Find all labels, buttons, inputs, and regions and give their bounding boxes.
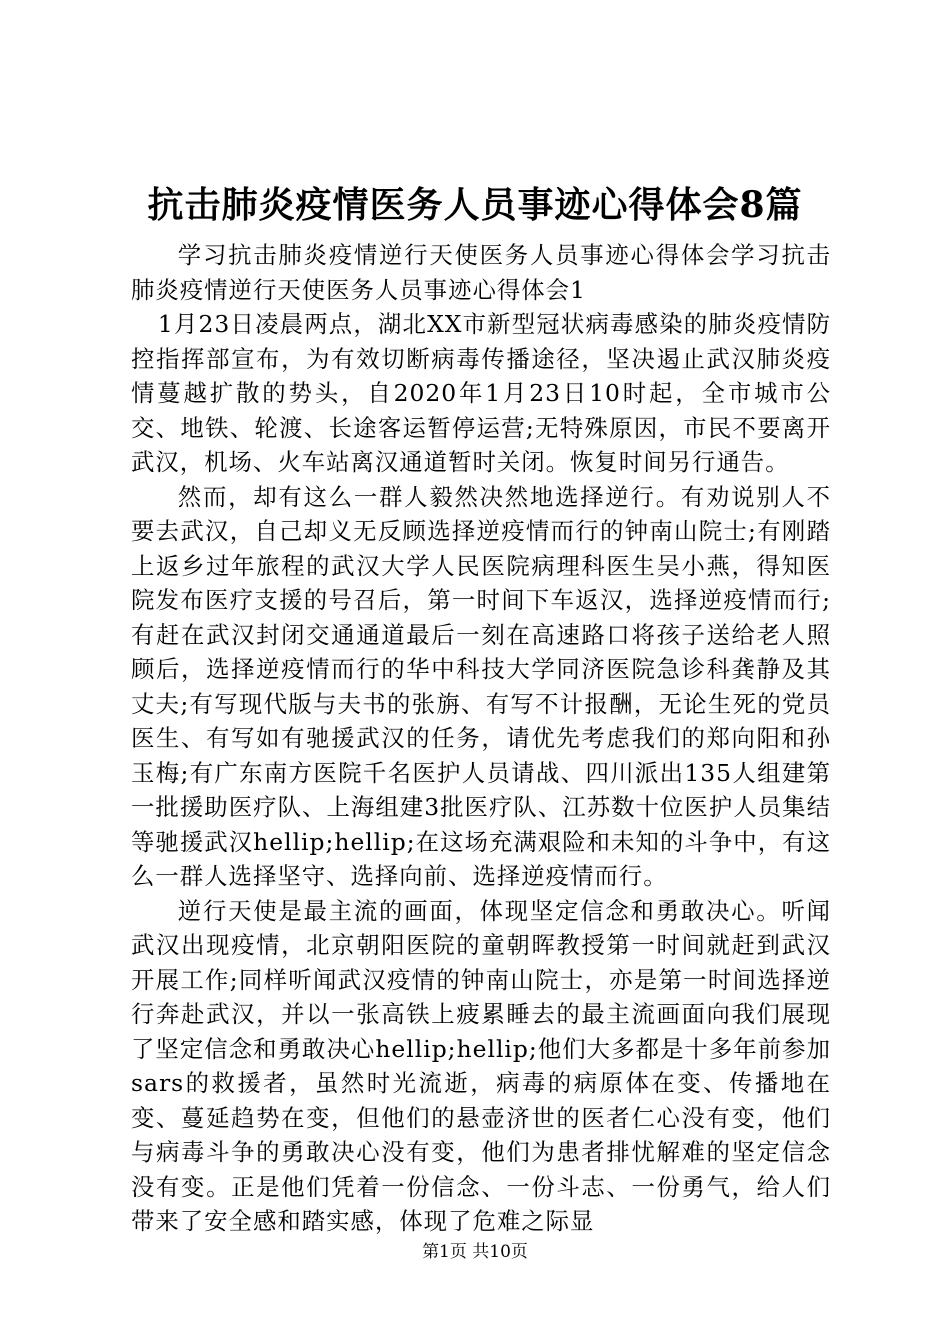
document-body — [131, 238, 831, 1239]
page-footer: 第1页 共10页 — [422, 1242, 528, 1262]
paragraph-angels: 逆行天使是最主流的画面，体现坚定信念和勇敢决心。听闻武汉出现疫情，北京朝阳医院的童朝晖教授第一时间就赶到武汉开展工作;同样听闻武汉疫情的钟南山院士，亦是第一时间选择逆行奔赴武汉，并以一张高铁上疲累睡去的最主流画面向我们展现了坚定信念和勇敢决心hellip;hellip;他们大多都是十多年前参加sars的救援者，虽然时光流逝，病毒的病原体在变、传播地在变、蔓延趋势在变，但他们的悬壶济世的医者仁心没有变，他们与病毒斗争的勇敢决心没有变，他们为患者排忧解难的坚定信念没有变。正是他们凭着一份信念、一份斗志、一份勇气，给人们带来了安全感和踏实感，体现了危难之际显 — [131, 896, 831, 1235]
document-title: 抗击肺炎疫情医务人员事迹心得体会8篇 — [147, 184, 803, 226]
paragraph-intro: 学习抗击肺炎疫情逆行天使医务人员事迹心得体会学习抗击肺炎疫情逆行天使医务人员事迹心得体会1 — [131, 241, 831, 304]
paragraph-background: 1月23日凌晨两点，湖北XX市新型冠状病毒感染的肺炎疫情防控指挥部宣布，为有效切断病毒传播途径，坚决遏止武汉肺炎疫情蔓越扩散的势头，自2020年1月23日10时起，全市城市公交、地铁、轮渡、长途客运暂停运营;无特殊原因，市民不要离开武汉，机场、火车站离汉通道暂时关闭。恢复时间另行通告。 — [131, 310, 831, 476]
paragraph-retrograde: 然而，却有这么一群人毅然决然地选择逆行。有劝说别人不要去武汉，自己却义无反顾选择逆疫情而行的钟南山院士;有刚踏上返乡过年旅程的武汉大学人民医院病理科医生吴小燕，得知医院发布医疗支援的号召后，第一时间下车返汉，选择逆疫情而行;有赶在武汉封闭交通通道最后一刻在高速路口将孩子送给老人照顾后，选择逆疫情而行的华中科技大学同济医院急诊科龚静及其丈夫;有写现代版与夫书的张旃、有写不计报酬，无论生死的党员医生、有写如有驰援武汉的任务，请优先考虑我们的郑向阳和孙玉梅;有广东南方医院千名医护人员请战、四川派出135人组建第一批援助医疗队、上海组建3批医疗队、江苏数十位医护人员集结等驰援武汉hellip;hellip;在这场充满艰险和未知的斗争中，有这么一群人选择坚守、选择向前、选择逆疫情而行。 — [131, 482, 831, 890]
